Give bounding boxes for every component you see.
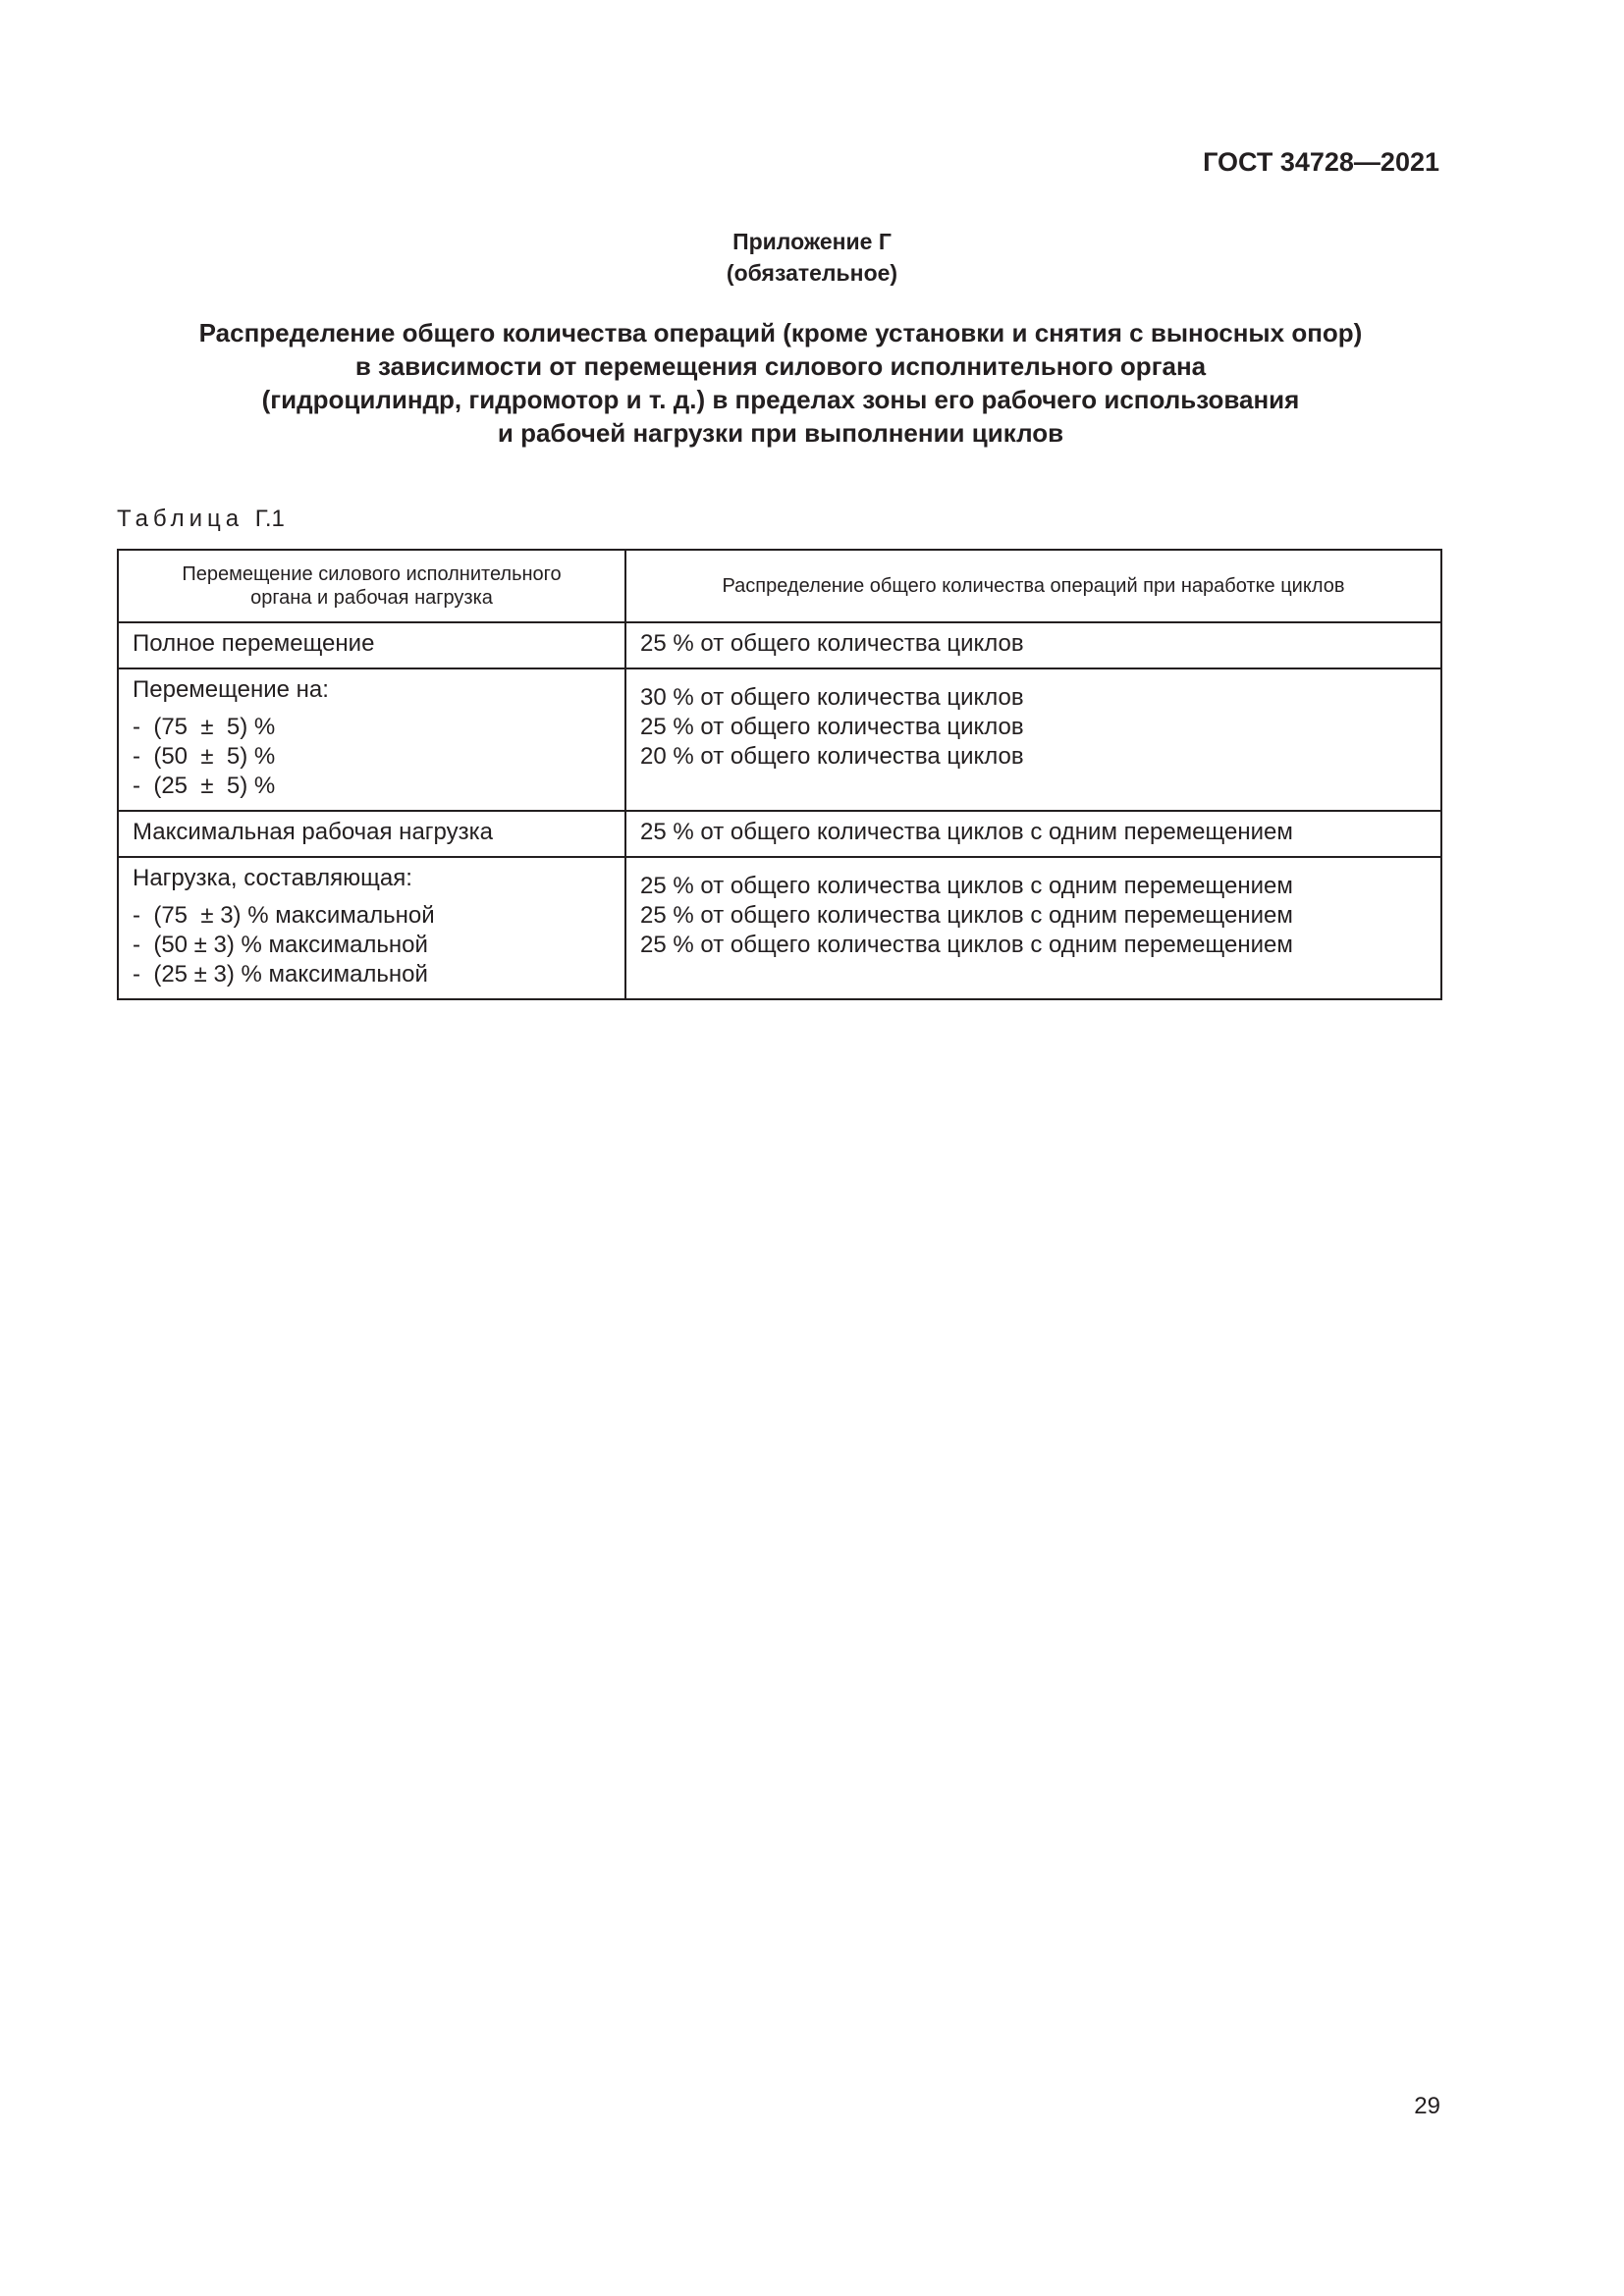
annex-title: [118, 316, 1443, 450]
distribution-table: [117, 549, 1442, 1000]
right-cell-title: 25 % от общего количества циклов: [640, 630, 1024, 657]
left-cell-item: - (25 ± 5) %: [133, 773, 276, 799]
header-distribution: Распределение общего количества операций при наработке циклов: [625, 550, 1441, 622]
movement-load-cell: [118, 668, 625, 811]
left-cell-title: Максимальная рабочая нагрузка: [133, 819, 493, 845]
right-cell-item: 25 % от общего количества циклов с одним перемещением: [640, 873, 1293, 899]
cell-spacer: [640, 675, 1427, 683]
left-cell-title: Полное перемещение: [133, 630, 375, 657]
header-line: Перемещение силового исполнительного: [182, 563, 562, 585]
table-row: [118, 622, 1441, 668]
table-row: [118, 668, 1441, 811]
left-cell-title: Перемещение на:: [133, 676, 329, 703]
annex-title-line: и рабочей нагрузки при выполнении циклов: [497, 418, 1064, 448]
table-header-row: [118, 550, 1441, 622]
page-number: 29: [1414, 2093, 1440, 2119]
left-cell-item: - (75 ± 5) %: [133, 714, 276, 740]
cell-spacer: [133, 893, 611, 901]
right-cell-title: 25 % от общего количества циклов с одним перемещением: [640, 819, 1293, 845]
annex-label: Приложение Г: [732, 229, 892, 254]
document-number: ГОСТ 34728—2021: [1203, 147, 1439, 177]
movement-load-cell: [118, 857, 625, 999]
table-body: [118, 622, 1441, 999]
annex-title-line: Распределение общего количества операций (кроме установки и снятия с выносных опор): [198, 318, 1363, 347]
table-caption: [117, 506, 285, 533]
header-line: органа и рабочая нагрузка: [250, 587, 493, 609]
annex-title-line: в зависимости от перемещения силового исполнительного органа: [354, 351, 1207, 381]
cell-spacer: [640, 864, 1427, 872]
table-caption-word: Таблица: [117, 506, 244, 532]
left-cell-title: Нагрузка, составляющая:: [133, 865, 412, 891]
left-cell-item: - (25 ± 3) % максимальной: [133, 961, 428, 988]
distribution-cell: [625, 811, 1441, 857]
header-movement-load: [118, 550, 625, 622]
distribution-cell: [625, 668, 1441, 811]
annex-status: (обязательное): [726, 260, 898, 286]
right-cell-item: 25 % от общего количества циклов: [640, 714, 1024, 740]
cell-spacer: [133, 705, 611, 713]
right-cell-item: 25 % от общего количества циклов с одним перемещением: [640, 902, 1293, 929]
movement-load-cell: [118, 811, 625, 857]
left-cell-item: - (50 ± 3) % максимальной: [133, 932, 428, 958]
left-cell-item: - (75 ± 3) % максимальной: [133, 902, 435, 929]
distribution-cell: [625, 622, 1441, 668]
distribution-cell: [625, 857, 1441, 999]
annex-title-line: (гидроцилиндр, гидромотор и т. д.) в пределах зоны его рабочего использования: [261, 385, 1300, 414]
table-caption-number: Г.1: [254, 506, 285, 532]
annex-heading: [0, 226, 1624, 289]
movement-load-cell: [118, 622, 625, 668]
left-cell-item: - (50 ± 5) %: [133, 743, 276, 770]
right-cell-item: 20 % от общего количества циклов: [640, 743, 1024, 770]
right-cell-item: 25 % от общего количества циклов с одним перемещением: [640, 932, 1293, 958]
table-row: [118, 811, 1441, 857]
right-cell-item: 30 % от общего количества циклов: [640, 684, 1024, 711]
table-row: [118, 857, 1441, 999]
